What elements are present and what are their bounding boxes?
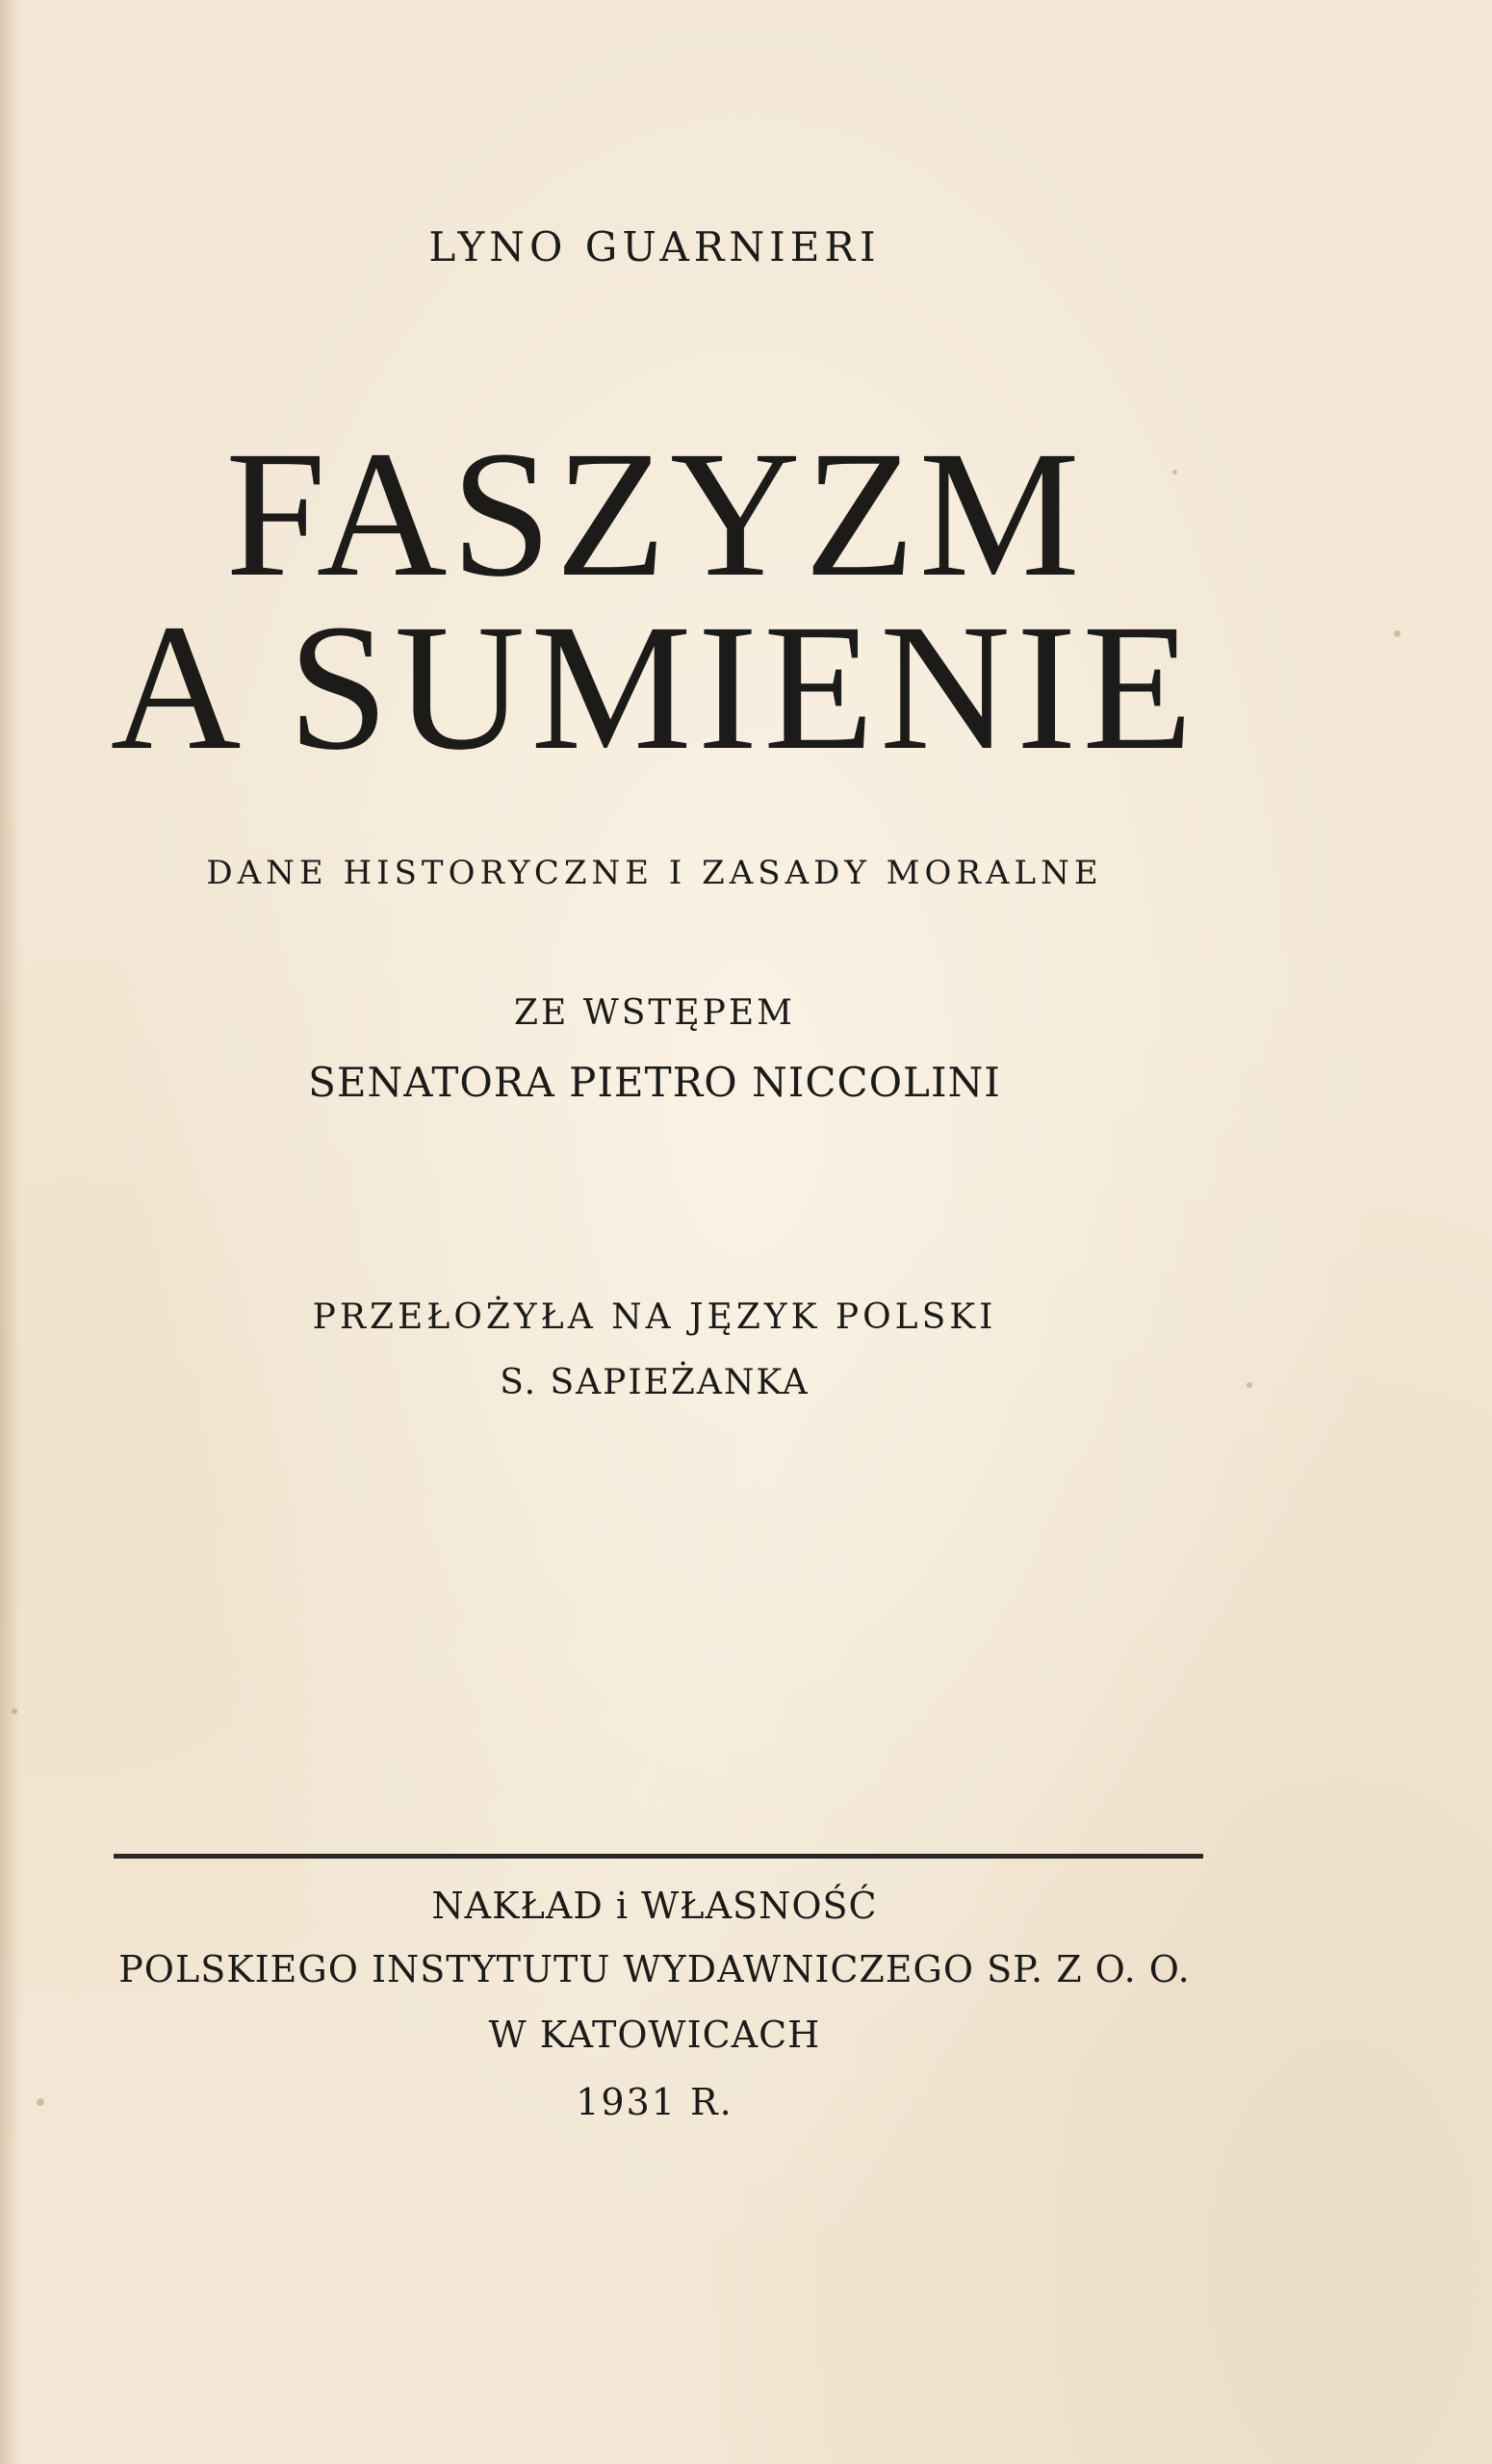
publisher-line-1: NAKŁAD i WŁASNOŚĆ (431, 1885, 878, 1927)
paper-speck (12, 1708, 17, 1714)
paper-speck (1247, 1382, 1252, 1388)
book-title-line-2: A SUMIENIE (110, 586, 1199, 787)
translation-credit-line-1: PRZEŁOŻYŁA NA JĘZYK POLSKI (312, 1297, 997, 1337)
introduction-credit-line-2: SENATORA PIETRO NICCOLINI (308, 1059, 1001, 1106)
translator-name: S. SAPIEŻANKA (500, 1363, 810, 1402)
publication-year: 1931 R. (576, 2081, 733, 2123)
horizontal-rule (114, 1854, 1203, 1859)
publisher-line-2: POLSKIEGO INSTYTUTU WYDAWNICZEGO SP. Z O. O. (118, 1948, 1191, 1990)
book-title-line-1: FASZYZM (225, 413, 1084, 614)
author-name: LYNO GUARNIERI (428, 223, 881, 270)
introduction-credit-line-1: ZE WSTĘPEM (513, 993, 796, 1033)
paper-speck (1172, 470, 1177, 475)
publisher-line-3: W KATOWICACH (488, 2014, 821, 2056)
paper-speck (37, 2098, 44, 2106)
book-subtitle: DANE HISTORYCZNE I ZASADY MORALNE (206, 854, 1103, 892)
paper-speck (1394, 630, 1401, 637)
